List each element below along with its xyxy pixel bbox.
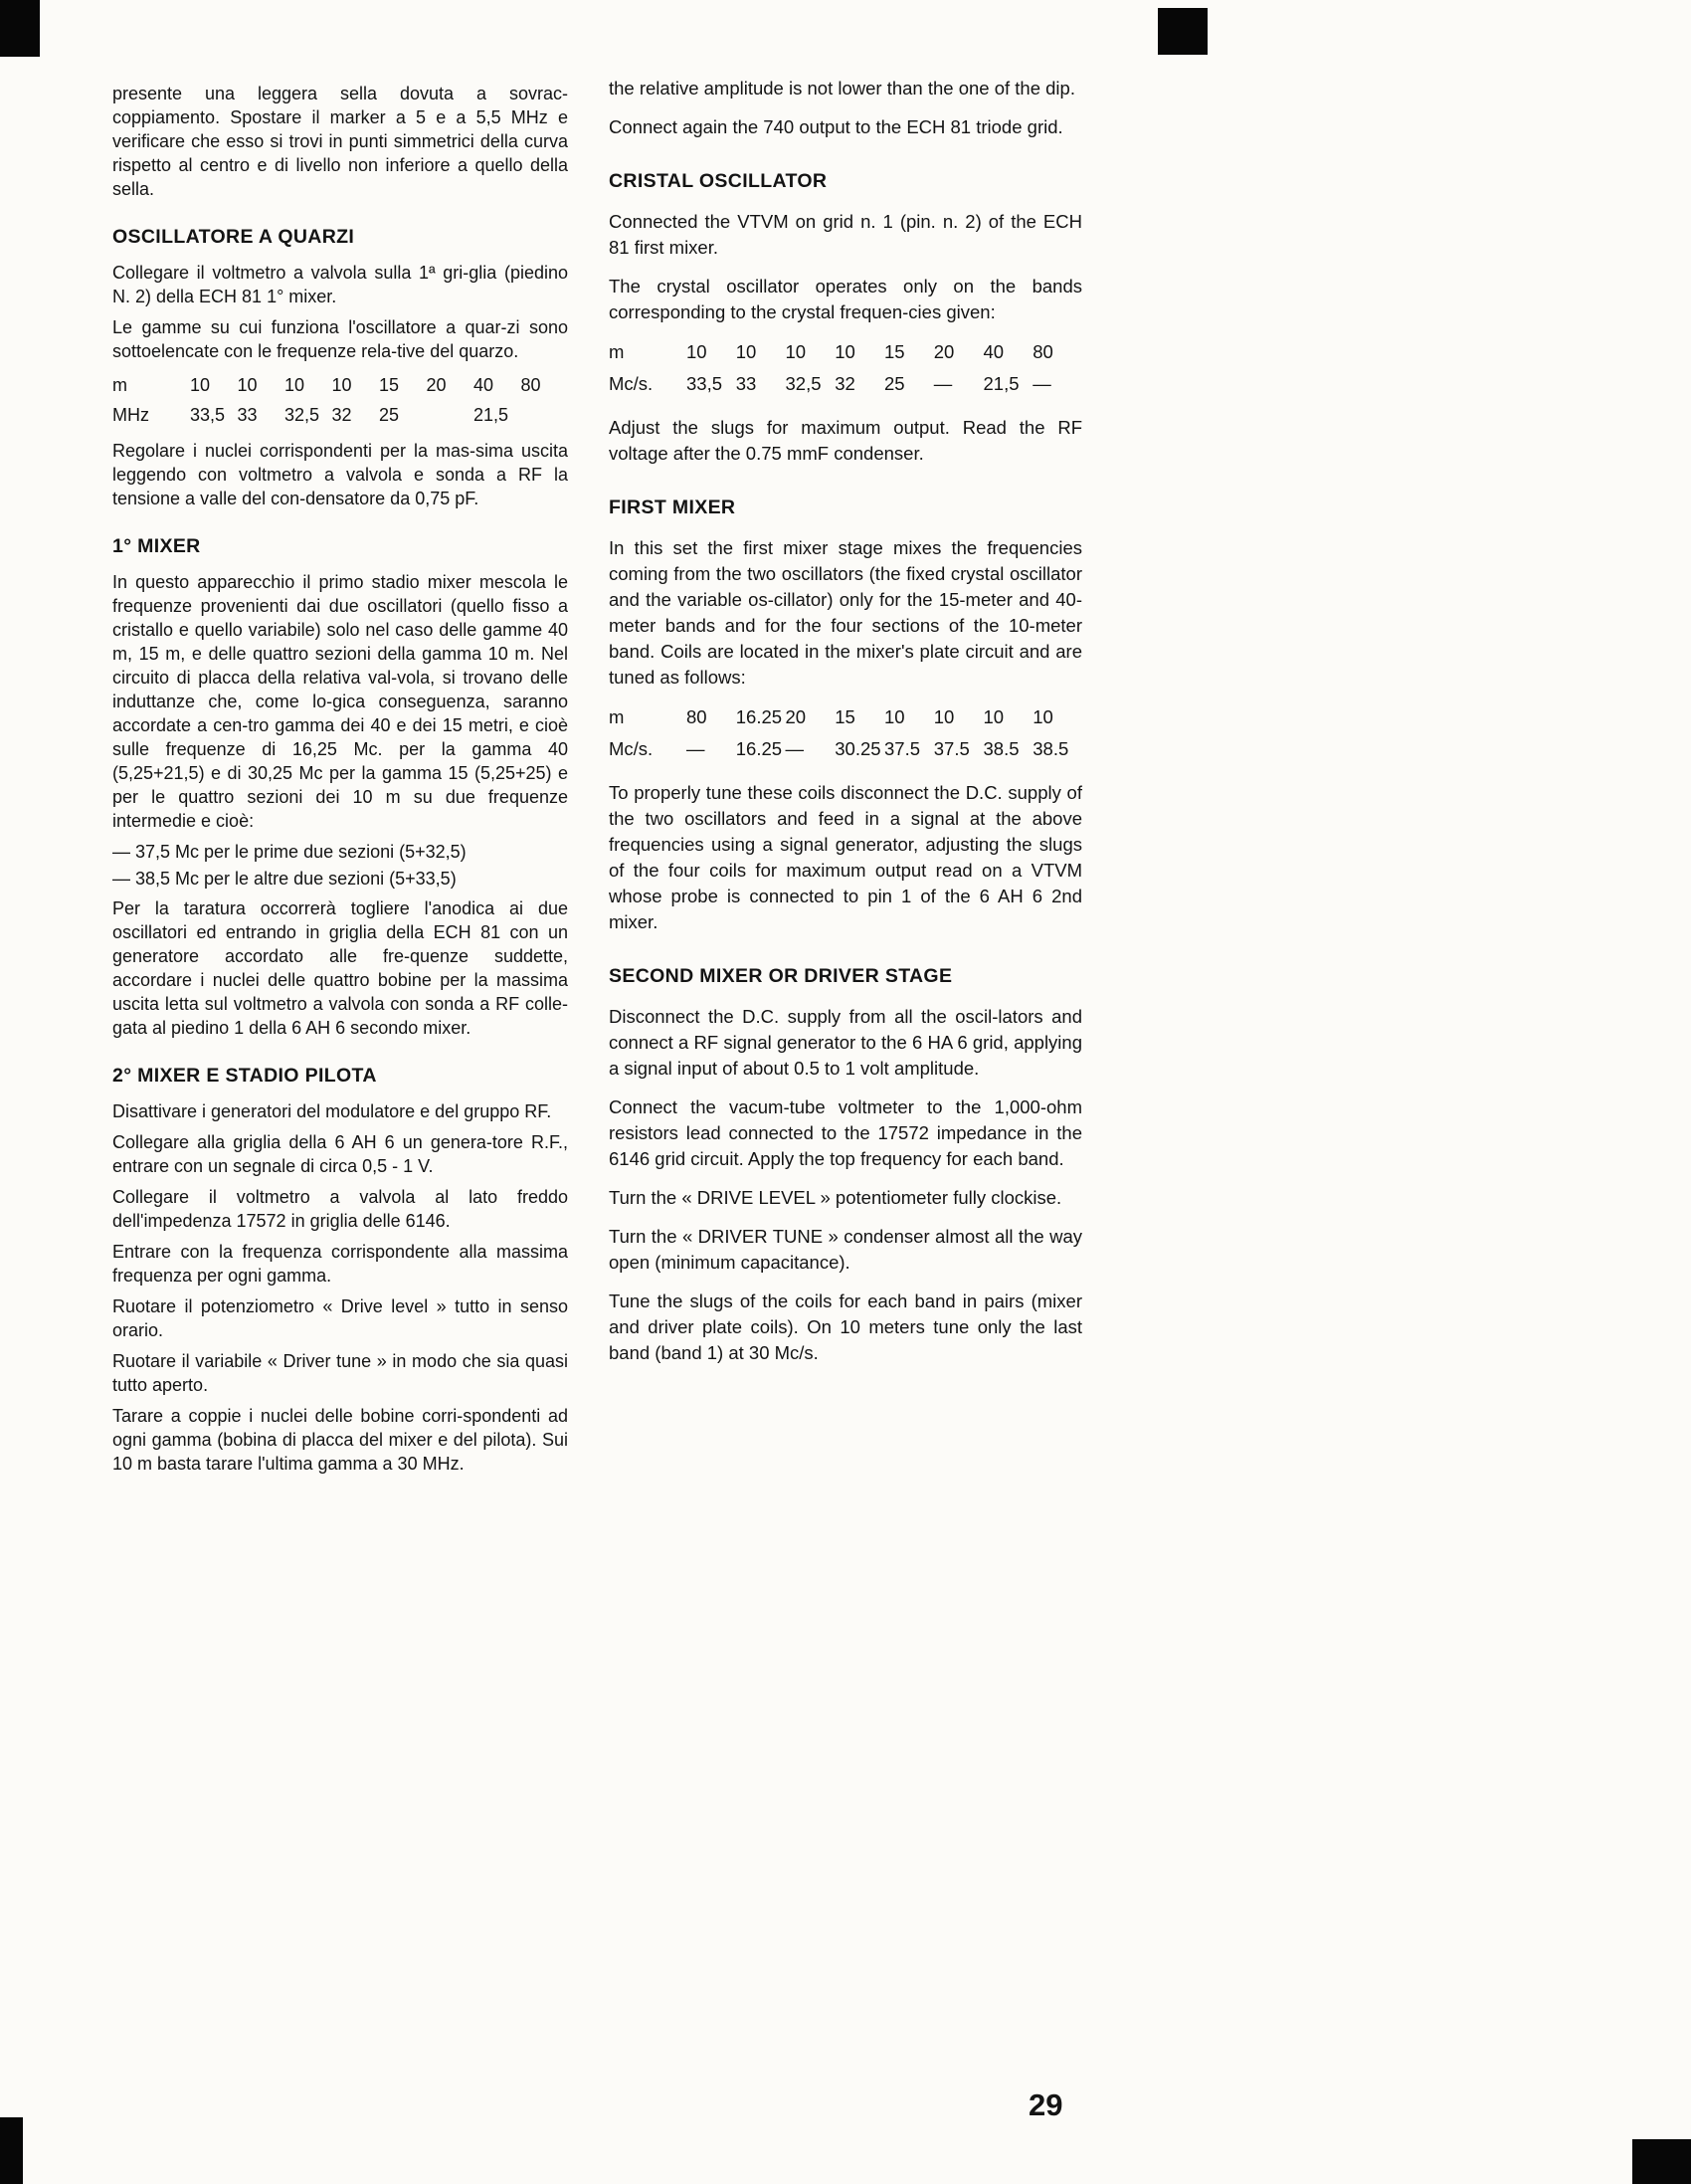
table-cell: 33 (237, 405, 258, 425)
paragraph: Connect again the 740 output to the ECH 81 triode grid. (609, 116, 1063, 137)
table-cell: 10 (735, 341, 757, 362)
table-cell: 20 (785, 706, 807, 727)
paragraph: Tune the slugs of the coils for each band in pairs (mixer and driver plate coils). On 10 meters tune only the last band (band 1) at 30 Mc/s. (609, 1291, 1082, 1363)
paragraph: Collegare alla griglia della 6 AH 6 un genera-tore R.F., entrare con un segnale di circa 0,5 - 1 V. (112, 1132, 568, 1176)
paragraph: Collegare il voltmetro a valvola sulla 1ª gri-glia (piedino N. 2) della ECH 81 1° mixer. (112, 263, 568, 306)
page-number: 29 (1029, 2087, 1063, 2122)
paragraph: presente una leggera sella dovuta a sovrac-coppiamento. Spostare il marker a 5 e a 5,5 MHz e verificare che esso si trovi in punti simmetrici della curva rispetto al centro e di livello non inferiore a quello della sella. (112, 84, 568, 199)
heading-first-mixer: FIRST MIXER (609, 496, 736, 518)
table-cell: 10 (835, 341, 855, 362)
table-cell: m (112, 375, 127, 395)
paragraph: Turn the « DRIVE LEVEL » potentiometer fully clockise. (609, 1187, 1062, 1208)
table-cell: MHz (112, 405, 149, 425)
list-item: — 38,5 Mc per le altre due sezioni (5+33,5) (112, 869, 457, 889)
table-cell: 10 (785, 341, 807, 362)
table-cell: m (609, 706, 625, 727)
paragraph: Entrare con la frequenza corrispondente alla massima frequenza per ogni gamma. (112, 1242, 568, 1286)
table-cell: 25 (379, 405, 400, 425)
heading-2-mixer-e-stadio-pilota: 2° MIXER E STADIO PILOTA (112, 1065, 377, 1087)
table-cell: 32,5 (284, 405, 320, 425)
table-cell: 33,5 (190, 405, 226, 425)
frequency-table-first-mixer (609, 704, 1082, 762)
paragraph: Disconnect the D.C. supply from all the oscil-lators and connect a RF signal generator to the 6 HA 6 grid, applying a signal input of about 0.5 to 1 volt amplitude. (609, 1006, 1082, 1079)
table-cell: 20 (933, 341, 955, 362)
list-item: — 37,5 Mc per le prime due sezioni (5+32,5) (112, 842, 467, 862)
table-cell: 80 (686, 706, 707, 727)
paragraph: Le gamme su cui funziona l'oscillatore a quar-zi sono sottoelencate con le frequenze rela-tive del quarzo. (112, 317, 568, 361)
heading-cristal-oscillator: CRISTAL OSCILLATOR (609, 170, 828, 192)
table-cell: 38.5 (983, 738, 1020, 759)
paragraph: Per la taratura occorrerà togliere l'anodica ai due oscillatori ed entrando in griglia della ECH 81 con un generatore accordato alle fre-quenze suddette, accordare i nuclei delle quattro bobine per la massima uscita letta sul voltmetro a valvola con sonda a RF colle-gata al piedino 1 della 6 AH 6 secondo mixer. (112, 898, 568, 1038)
table-cell: 40 (983, 341, 1005, 362)
table-cell: 32 (331, 405, 352, 425)
table-cell: — (1033, 373, 1051, 394)
table-cell: Mc/s. (609, 738, 654, 759)
table-cell: 80 (520, 375, 541, 395)
table-cell: 10 (190, 375, 211, 395)
paragraph: To properly tune these coils disconnect the D.C. supply of the two oscillators and feed in a signal at the above frequencies using a signal generator, adjusting the slugs of the four coils for maximum output read on a VTVM whose probe is connected to pin 1 of the 6 AH 6 2nd mixer. (609, 782, 1082, 932)
frequency-table-crystal (609, 339, 1082, 397)
table-cell: 10 (933, 706, 955, 727)
table-cell: 10 (983, 706, 1005, 727)
table-cell: — (933, 373, 953, 394)
table-cell: 10 (1033, 706, 1053, 727)
table-cell: 33 (735, 373, 757, 394)
table-cell: 21,5 (983, 373, 1020, 394)
table-cell: — (785, 738, 804, 759)
registration-mark-bottom-right (1632, 2139, 1691, 2184)
paragraph: Connect the vacum-tube voltmeter to the 1,000-ohm resistors lead connected to the 17572 impedance in the 6146 grid circuit. Apply the top frequency for each band. (609, 1096, 1082, 1169)
table-cell: 15 (379, 375, 400, 395)
table-cell: 30.25 (835, 738, 881, 759)
paragraph: the relative amplitude is not lower than the one of the dip. (609, 78, 1075, 99)
paragraph: Adjust the slugs for maximum output. Read the RF voltage after the 0.75 mmF condenser. (609, 417, 1082, 464)
italian-column (112, 82, 568, 1483)
table-cell: 16.25 (735, 738, 783, 759)
table-cell: 10 (284, 375, 305, 395)
table-cell: 10 (237, 375, 258, 395)
registration-mark-top-left (0, 0, 40, 57)
frequency-table-quartz (112, 373, 568, 427)
heading-second-mixer-or-driver-stage: SECOND MIXER OR DRIVER STAGE (609, 965, 953, 987)
table-cell: 32,5 (785, 373, 822, 394)
table-cell (521, 403, 569, 427)
heading-1-mixer: 1° MIXER (112, 535, 201, 557)
paragraph: Connected the VTVM on grid n. 1 (pin. n. 2) of the ECH 81 first mixer. (609, 211, 1082, 258)
table-cell: m (609, 341, 625, 362)
table-cell: 10 (884, 706, 905, 727)
table-cell: 37.5 (884, 738, 921, 759)
paragraph: Tarare a coppie i nuclei delle bobine corri-spondenti ad ogni gamma (bobina di placca del mixer e del pilota). Sui 10 m basta tarare l'ultima gamma a 30 MHz. (112, 1406, 568, 1474)
paragraph: Ruotare il variabile « Driver tune » in modo che sia quasi tutto aperto. (112, 1351, 568, 1395)
table-cell: — (686, 738, 705, 759)
table-cell: 33,5 (686, 373, 723, 394)
paragraph: Collegare il voltmetro a valvola al lato freddo dell'impedenza 17572 in griglia delle 6146. (112, 1187, 568, 1231)
heading-oscillatore-a-quarzi: OSCILLATORE A QUARZI (112, 226, 355, 248)
table-cell: 16.25 (735, 706, 783, 727)
paragraph: The crystal oscillator operates only on the bands corresponding to the crystal frequen-cies given: (609, 276, 1082, 322)
paragraph: Ruotare il potenziometro « Drive level » tutto in senso orario. (112, 1296, 568, 1340)
table-cell: 20 (426, 375, 447, 395)
table-cell: 15 (835, 706, 855, 727)
registration-mark-bottom-left (0, 2117, 23, 2184)
registration-mark-top-right (1158, 8, 1208, 55)
paragraph: Turn the « DRIVER TUNE » condenser almost all the way open (minimum capacitance). (609, 1226, 1082, 1273)
paragraph: Regolare i nuclei corrispondenti per la mas-sima uscita leggendo con voltmetro a valvola e sonda a RF la tensione a valle del con-densatore da 0,75 pF. (112, 441, 568, 508)
table-cell: 10 (331, 375, 352, 395)
table-cell: 25 (884, 373, 905, 394)
table-cell: 40 (473, 375, 494, 395)
paragraph: Disattivare i generatori del modulatore e del gruppo RF. (112, 1101, 552, 1121)
table-cell: 37.5 (933, 738, 970, 759)
table-cell: 15 (884, 341, 905, 362)
table-cell: 38.5 (1033, 738, 1069, 759)
table-cell: 21,5 (473, 405, 509, 425)
table-cell: 80 (1033, 341, 1053, 362)
paragraph: In this set the first mixer stage mixes the frequencies coming from the two oscillators (the fixed crystal oscillator and the variable os-cillator) only for the 15-meter and 40-meter bands and for the four sections of the 10-meter band. Coils are located in the mixer's plate circuit and are tuned as follows: (609, 537, 1082, 688)
table-cell: Mc/s. (609, 373, 654, 394)
table-cell: 32 (835, 373, 855, 394)
table-cell: 10 (686, 341, 707, 362)
paragraph: In questo apparecchio il primo stadio mixer mescola le frequenze provenienti dai due oscillatori (quello fisso a cristallo e quello variabile) solo nel caso delle gamme 40 m, 15 m, e delle quattro sezioni della gamma 10 m. Nel circuito di placca della relativa val-vola, si trovano delle induttanze che, come lo-gica conseguenza, saranno accordate a cen-tro gamma dei 40 e dei 15 metri, e cioè sulle frequenze di 16,25 Mc. per la gamma 40 (5,25+21,5) e di 30,25 Mc per la gamma 15 (5,25+25) e per le quattro sezioni dei 10 m su due frequenze intermedie e cioè: (112, 572, 568, 831)
table-cell (427, 403, 474, 427)
english-column (609, 76, 1082, 1379)
